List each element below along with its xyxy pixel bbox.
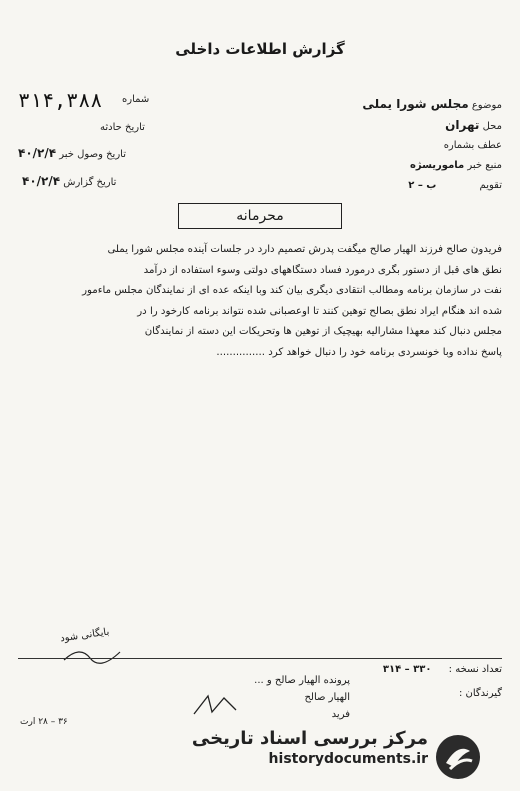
evaluation-value: ب – ۲: [408, 180, 437, 191]
receipt-date-label: تاریخ وصول خبر: [59, 149, 126, 160]
event-date-label: تاریخ حادثه: [100, 122, 145, 133]
body-line: مجلس دنبال کند معهذا مشارالیه بهیچیک از توهین ها وتحریکات این دسته از نمایندگان: [144, 326, 502, 337]
copies-field: [383, 664, 502, 675]
number-label: شماره: [122, 94, 150, 105]
signer-line: پرونده الهیار صالح و ...: [254, 675, 350, 686]
recipients-field: [459, 688, 502, 699]
body-line: پاسخ نداده وبا خونسردی برنامه خود را دنبال خواهد کرد ...............: [216, 346, 502, 358]
source-value: ماموریسژه: [409, 160, 465, 171]
subject-label: موضوع: [471, 100, 502, 111]
copies-label: تعداد نسخه :: [448, 664, 502, 675]
body-line: شده اند هنگام ایراد نطق بصالح توهین کنند تا اوعصبانی شده نتواند برنامه کارخود را در: [137, 305, 502, 317]
report-date-label: تاریخ گزارش: [63, 177, 117, 188]
body-line: فریدون صالح فرزند الهیار صالح میگفت پدرش تصمیم دارد در جلسات آینده مجلس شورا یملی: [107, 244, 502, 255]
signature-icon: [190, 690, 240, 720]
evaluation-field: [408, 180, 502, 191]
number-field: [122, 94, 149, 105]
report-date-field: [22, 174, 116, 188]
reference-field: [444, 140, 502, 151]
receipt-date-field: [18, 146, 126, 160]
source-field: [410, 160, 502, 171]
receipt-date-value: ۴۰/۲/۴: [18, 146, 57, 160]
document-number: ۳۱۴,۳۸۸: [18, 88, 103, 112]
subject-value: مجلس شورا یملی: [362, 97, 469, 111]
archive-logo-icon: [434, 733, 482, 781]
watermark-url: historydocuments.ir: [268, 751, 428, 767]
handwritten-note: بایگانی شود: [59, 626, 111, 645]
source-label: منبع خبر: [467, 160, 502, 171]
handwritten-scribble-icon: [60, 640, 130, 670]
body-line: نطق های قبل از دستور بگری درمورد فساد دستگاههای دولتی وسوء استفاده از درآمد: [143, 264, 502, 276]
reference-label: عطف بشماره: [443, 140, 502, 151]
recipients-label: گیرندگان :: [458, 688, 502, 699]
report-date-value: ۴۰/۲/۴: [22, 174, 61, 188]
evaluation-label: تقویم: [479, 180, 502, 191]
signer-line: الهیار صالح: [304, 692, 350, 703]
report-body: [18, 240, 502, 363]
copies-value: ۳۳۰ – ۳۱۴: [382, 664, 432, 675]
confidential-stamp: محرمانه: [178, 203, 342, 229]
subject-field: [362, 97, 502, 111]
footer-divider: [18, 658, 502, 659]
body-line: نفت در سازمان برنامه ومطالب انتقادی دیگری بیان کند وبا اینکه عده ای از نمایندگان مجلس ماءمور: [82, 285, 502, 296]
signer-line: فرید: [331, 709, 350, 720]
watermark-title: مرکز بررسی اسناد تاریخی: [191, 728, 428, 749]
document-title: گزارش اطلاعات داخلی: [175, 40, 345, 58]
watermark: [192, 728, 428, 767]
archive-code: ۳۶ – ۲۸ ارت: [20, 717, 68, 727]
location-value: تهران: [445, 118, 480, 132]
location-label: محل: [482, 121, 502, 132]
location-field: [445, 118, 502, 132]
event-date-field: [100, 122, 145, 133]
